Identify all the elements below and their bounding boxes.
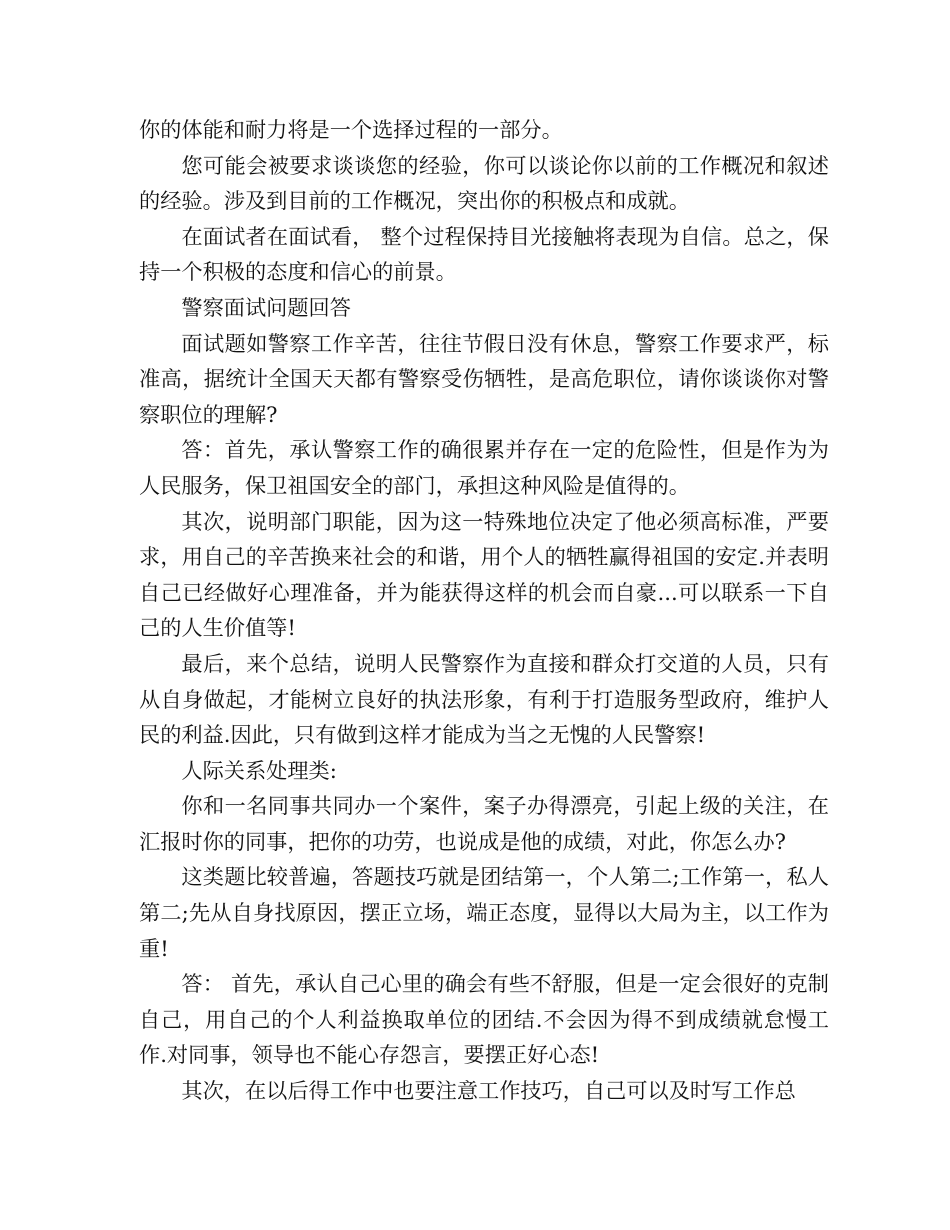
paragraph-answer-2: 其次，说明部门职能，因为这一特殊地位决定了他必须高标准，严要求，用自己的辛苦换来社会的和谐，用个人的牺牲赢得祖国的安定.并表明自己已经做好心理准备，并为能获得这样的机会而自豪...可以联系一下自己的人生价值等! xyxy=(139,508,829,641)
section-heading-police-interview: 警察面试问题回答 xyxy=(181,294,351,320)
paragraph-answer-1: 答：首先，承认警察工作的确很累并存在一定的危险性，但是作为为人民服务，保卫祖国安全的部门，承担这种风险是值得的。 xyxy=(139,437,829,498)
paragraph-tip: 这类题比较普遍，答题技巧就是团结第一，个人第二;工作第一，私人第二;先从自身找原因，摆正立场，端正态度，显得以大局为主，以工作为重! xyxy=(139,864,829,961)
paragraph-answer-5: 其次，在以后得工作中也要注意工作技巧，自己可以及时写工作总 xyxy=(181,1078,796,1104)
paragraph-answer-4: 答： 首先，承认自己心里的确会有些不舒服，但是一定会很好的克制自己，用自己的个人利益换取单位的团结.不会因为得不到成绩就怠慢工作.对同事，领导也不能心存怨言，要摆正好心态! xyxy=(139,971,829,1068)
document-page xyxy=(139,112,829,1109)
paragraph-question-2: 你和一名同事共同办一个案件，案子办得漂亮，引起上级的关注，在汇报时你的同事，把你的功劳，也说成是他的成绩，对此，你怎么办? xyxy=(139,793,829,854)
paragraph-2: 您可能会被要求谈谈您的经验，你可以谈论你以前的工作概况和叙述的经验。涉及到目前的工作概况，突出你的积极点和成就。 xyxy=(139,152,829,214)
paragraph-3: 在面试者在面试看， 整个过程保持目光接触将表现为自信。总之，保持一个积极的态度和信心的前景。 xyxy=(139,223,829,285)
paragraph-1: 你的体能和耐力将是一个选择过程的一部分。 xyxy=(139,117,563,142)
paragraph-question-1: 面试题如警察工作辛苦，往往节假日没有休息，警察工作要求严，标准高，据统计全国天天都有警察受伤牺牲，是高危职位，请你谈谈你对警察职位的理解? xyxy=(139,330,829,427)
section-heading-relations: 人际关系处理类: xyxy=(181,757,337,783)
paragraph-answer-3: 最后，来个总结，说明人民警察作为直接和群众打交道的人员，只有从自身做起，才能树立良好的执法形象，有利于打造服务型政府，维护人民的利益.因此，只有做到这样才能成为当之无愧的人民警察! xyxy=(139,650,829,748)
